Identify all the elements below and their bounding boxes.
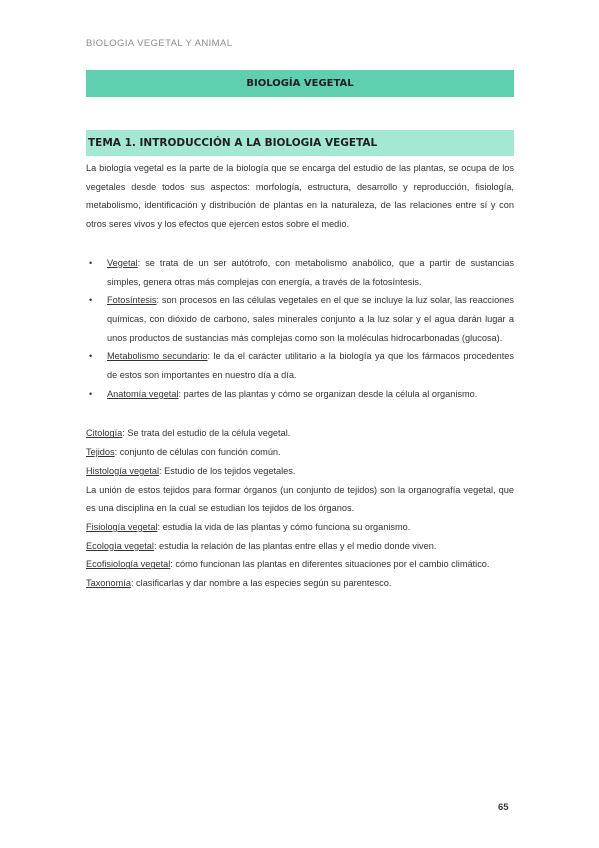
bullet-item — [86, 254, 514, 291]
bullet-term: Fotosíntesis — [107, 295, 157, 306]
definition-item — [86, 555, 514, 574]
definition-item — [86, 518, 514, 537]
definition-text: : estudia la relación de las plantas entre ellas y el medio donde viven. — [153, 540, 437, 551]
bullet-text: : son procesos en las células vegetales en el que se incluye la luz solar, las reacciones químicas, con dióxido de carbono, sales minerales conjunto a la luz solar y el agua darán lugar a unos productos de sustancias más complejas como son la moléculas hidrocarbonadas (glucosa). — [107, 295, 514, 343]
bullet-item — [86, 291, 514, 347]
bullet-text: : se trata de un ser autótrofo, con metabolismo anabólico, que a partir de sustancias simples, genera otras más complejas con energía, a través de la fotosíntesis. — [107, 257, 514, 287]
main-title-bar — [86, 70, 514, 97]
definition-paragraph — [86, 481, 514, 518]
definition-item — [86, 443, 514, 462]
bullet-list — [86, 254, 514, 404]
bullet-item — [86, 385, 514, 404]
bullet-term: Vegetal — [107, 257, 138, 268]
definition-text: : cómo funcionan las plantas en diferentes situaciones por el cambio climático. — [170, 559, 490, 570]
page-number: 65 — [498, 802, 509, 813]
definition-item — [86, 462, 514, 481]
bullet-text: : le da el carácter utilitario a la biología ya que los fármacos procedentes de estos son importantes en nuestro día a día. — [107, 351, 514, 381]
definition-text: : Se trata del estudio de la célula vegetal. — [122, 428, 291, 439]
bullet-icon: • — [89, 388, 93, 399]
bullet-term: Anatomía vegetal — [107, 388, 179, 399]
definition-term: Ecofisiología vegetal — [86, 559, 171, 570]
bullet-icon: • — [89, 351, 93, 362]
definition-text: : clasificarlas y dar nombre a las especies según su parentesco. — [130, 578, 392, 589]
definition-text: : Estudio de los tejidos vegetales. — [159, 465, 296, 476]
section-title-bar — [86, 130, 514, 156]
bullet-icon: • — [89, 295, 93, 306]
running-header: BIOLOGIA VEGETAL Y ANIMAL — [86, 38, 233, 49]
definition-term: Taxonomía — [86, 578, 131, 589]
definition-item — [86, 424, 514, 443]
bullet-item — [86, 347, 514, 384]
definition-text: : estudia la vida de las plantas y cómo funciona su organismo. — [157, 521, 411, 532]
section-title: TEMA 1. INTRODUCCIÓN A LA BIOLOGIA VEGETAL — [88, 137, 378, 149]
definition-text: : conjunto de células con función común. — [114, 447, 281, 458]
definition-item — [86, 537, 514, 556]
definitions-list — [86, 424, 514, 592]
definition-term: Citología — [86, 428, 123, 439]
definition-term: Histología vegetal — [86, 465, 160, 476]
definition-text: La unión de estos tejidos para formar órganos (un conjunto de tejidos) son la organografía vegetal, que es una disciplina en la cual se estudian los tejidos de los órganos. — [86, 484, 514, 514]
intro-paragraph: La biología vegetal es la parte de la biología que se encarga del estudio de las plantas, se ocupa de los vegetales desde todos sus aspectos: morfología, estructura, desarrollo y reproducción, fisiología, metabolismo, identificación y distribución de plantas en la naturaleza, de las relaciones entre sí y con otros seres vivos y los efectos que ejercen estos sobre el medio. — [86, 163, 514, 230]
bullet-icon: • — [89, 257, 93, 268]
bullet-term: Metabolismo secundario — [107, 351, 208, 362]
definition-item — [86, 574, 514, 593]
main-title: BIOLOGÍA VEGETAL — [246, 78, 354, 89]
definition-term: Tejidos — [86, 447, 115, 458]
definition-term: Ecología vegetal — [86, 540, 154, 551]
document-body — [86, 159, 514, 593]
bullet-text: : partes de las plantas y cómo se organizan desde la célula al organismo. — [178, 388, 478, 399]
definition-term: Fisiología vegetal — [86, 521, 158, 532]
